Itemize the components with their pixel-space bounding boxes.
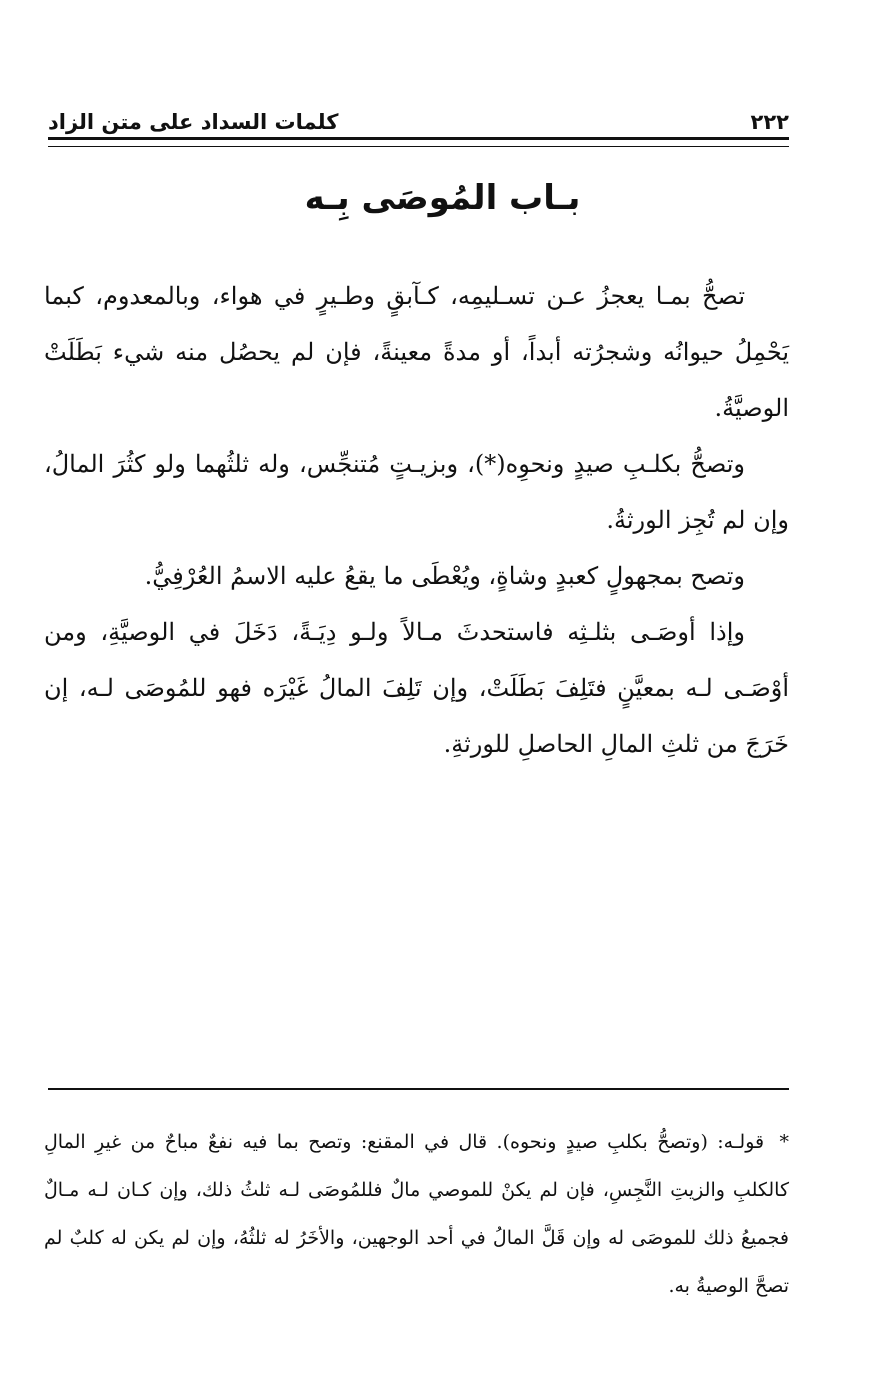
paragraph-2: وتصحُّ بكلـبِ صيدٍ ونحوِه(*)، وبزيـتٍ مُتنجِّس، وله ثلثُهما ولو كثُرَ المالُ، وإن لم تُجِز الورثةُ.: [44, 450, 789, 534]
footnote: [44, 1118, 789, 1310]
chapter-title: بـاب المُوصَى بِـه: [304, 178, 581, 218]
paragraph-1: تصحُّ بمـا يعجزُ عـن تسـليمِه، كـآبقٍ وطـيرٍ في هواء، وبالمعدوم، كبما يَحْمِلُ حيوانُه وشجرُته أبداً، أو مدةً معينةً، فإن لم يحصُل منه شيء بَطَلَتْ الوصيَّةُ.: [44, 282, 789, 422]
paragraph-4: وإذا أوصَـى بثلـثِه فاستحدثَ مـالاً ولـو دِيَـةً، دَخَلَ في الوصيَّةِ، ومن أوْصَـى لـه بمعيَّنٍ فتَلِفَ بَطَلَتْ، وإن تَلِفَ المالُ غَيْرَه فهو للمُوصَى لـه، إن خَرَجَ من ثلثِ المالِ الحاصلِ للورثةِ.: [44, 618, 789, 758]
header-rule: [48, 137, 789, 147]
paragraph-3: وتصح بمجهولٍ كعبدٍ وشاةٍ، ويُعْطَى ما يقعُ عليه الاسمُ العُرْفِيُّ.: [144, 562, 745, 590]
footnote-marker: *: [779, 1131, 789, 1153]
page-number: ٢٢٢: [750, 110, 789, 134]
body-text: [44, 268, 789, 772]
footnote-text: قولـه: (وتصحُّ بكلبِ صيدٍ ونحوه). قال في المقنع: وتصح بما فيه نفعٌ مباحٌ من غيرِ المالِ كالكلبِ والزيتِ النَّجِسِ، فإن لم يكنْ للموصي مالٌ فللمُوصَى لـه ثلثُ ذلك، وإن كـان لـه مـالٌ فجميعُ ذلك للموصَى له وإن قَلَّ المالُ في أحد الوجهين، والأخَرُ له ثلثُهُ، وإن لم يكن له كلبٌ لم تصحَّ الوصيةُ به.: [44, 1131, 789, 1297]
footnote-rule: [48, 1088, 789, 1090]
running-title: كلمات السداد على متن الزاد: [48, 110, 339, 134]
running-header: [48, 102, 789, 134]
